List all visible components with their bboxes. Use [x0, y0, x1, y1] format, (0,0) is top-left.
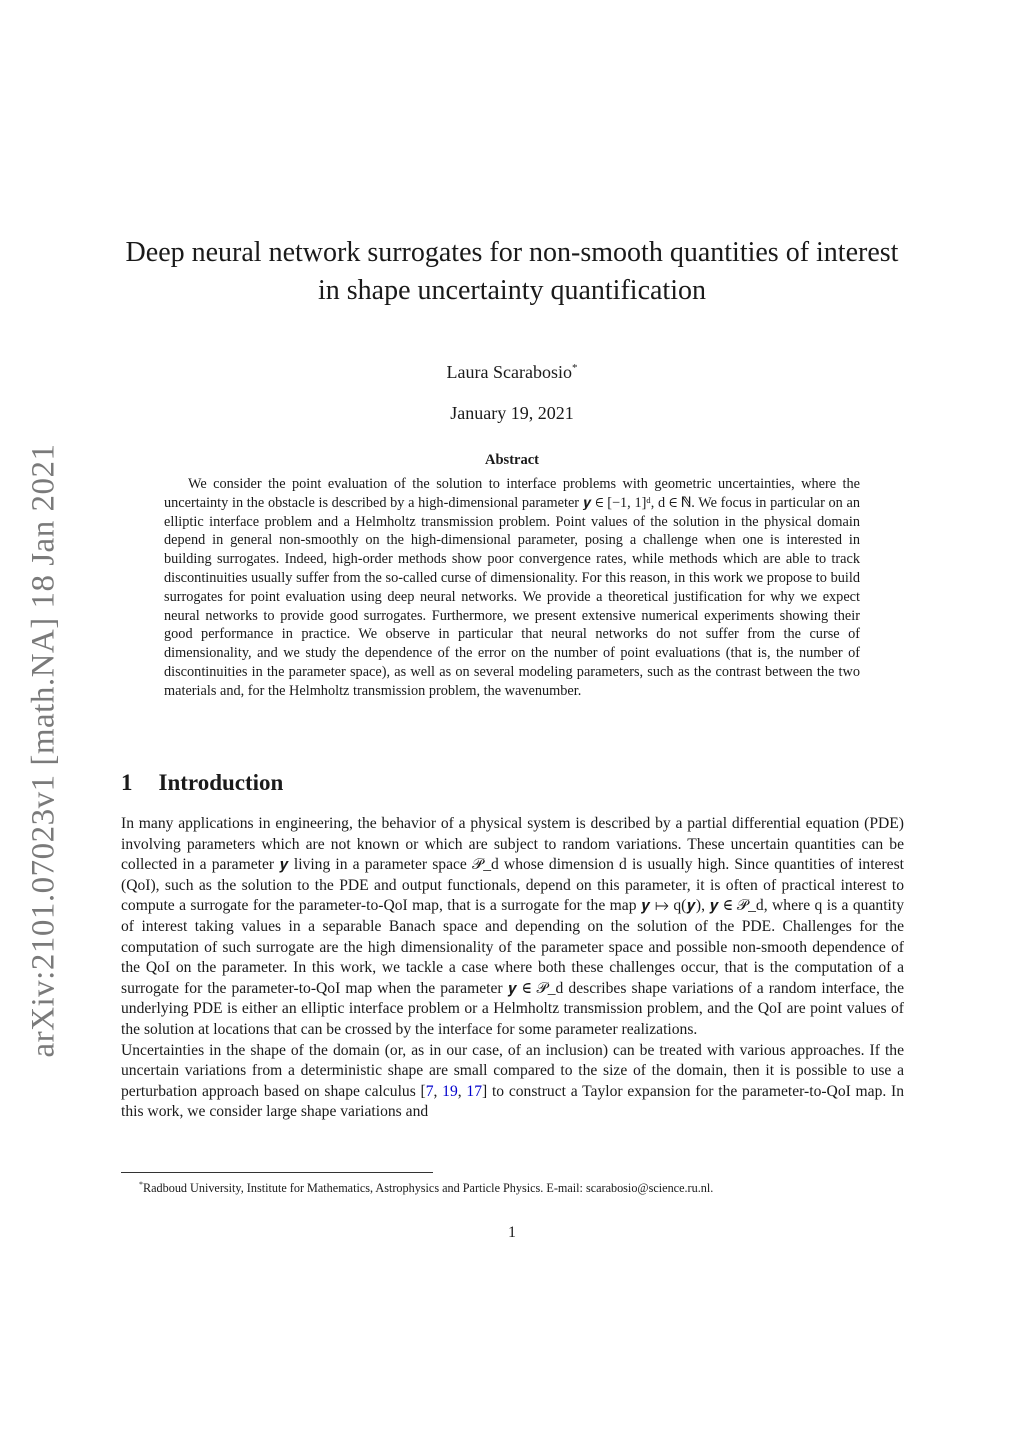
paragraph-2-text-after: ] to construct a Taylor expansion for the parameter-to-QoI map. In this work, we consider large shape variations and	[121, 1082, 905, 1121]
abstract	[164, 452, 860, 701]
citation-separator: ,	[433, 1082, 443, 1100]
arxiv-identifier-text: arXiv:2101.07023v1 [math.NA] 18 Jan 2021	[25, 443, 62, 1057]
paragraph-1: In many applications in engineering, the behavior of a physical system is described by a partial differential equation (PDE) involving parameters which are not known or which are subject to random variations. These uncertain quantities can be collected in a parameter 𝒚 living in a parameter space 𝒫_d whose dimension d is usually high. Since quantities of interest (QoI), such as the solution to the PDE and output functionals, depend on this parameter, it is often of practical interest to compute a surrogate for the parameter-to-QoI map, that is a surrogate for the map 𝒚 ↦ q(𝒚), 𝒚 ∈ 𝒫_d, where q is a quantity of interest taking values in a separable Banach space and depending on the solution of the PDE. Challenges for the computation of such surrogate are the high dimensionality of the parameter space and possible non-smooth dependence of the QoI on the parameter. In this work, we tackle a case where both these challenges occur, that is the computation of a surrogate for the parameter-to-QoI map when the parameter 𝒚 ∈ 𝒫_d describes shape variations of a random interface, the underlying PDE is either an elliptic interface problem or a Helmholtz transmission problem, and the QoI are point values of the solution at locations that can be crossed by the interface for some parameter realizations.	[121, 815, 904, 1038]
section-heading	[121, 770, 283, 796]
paragraph-2-text-before: Uncertainties in the shape of the domain (or, as in our case, of an inclusion) can be treated with various approaches. If the uncertain variations from a deterministic shape are small compared to the size of the domain, then it is possible to use a perturbation approach based on shape calculus [	[121, 1041, 904, 1100]
author-line	[120, 362, 904, 383]
section-number: 1	[121, 770, 133, 795]
title-block	[120, 234, 904, 424]
citation-separator: ,	[457, 1082, 467, 1100]
paper-date: January 19, 2021	[450, 403, 574, 423]
footnote	[121, 1177, 904, 1196]
author-footnote-mark: *	[571, 362, 578, 374]
paragraph-2	[121, 1041, 904, 1123]
abstract-heading: Abstract	[485, 452, 539, 468]
abstract-text: We consider the point evaluation of the solution to interface problems with geometric uncertainties, where the uncertainty in the obstacle is described by a high-dimensional parameter 𝒚 ∈ [−1, 1]ᵈ, d ∈ ℕ. We focus in particular on an elliptic interface problem and a Helmholtz transmission problem. Point values of the solution in the physical domain depend in general non-smoothly on the high-dimensional parameter, posing a challenge when one is interested in building surrogates. Indeed, high-order methods show poor convergence rates, while methods which are able to track discontinuities usually suffer from the so-called curse of dimensionality. For this reason, in this work we propose to build surrogates for point evaluation using deep neural networks. We provide a theoretical justification for why we expect neural networks to provide good surrogates. Furthermore, we present extensive numerical experiments showing their good performance in practice. We observe in particular that neural networks do not suffer from the curse of dimensionality, and we study the dependence of the error on the number of point evaluations (that is, the number of discontinuities in the parameter space), as well as on several modeling parameters, such as the contrast between the two materials and, for the Helmholtz transmission problem, the wavenumber.	[164, 476, 860, 699]
author-name: Laura Scarabosio	[446, 362, 572, 382]
footnote-mark: *	[139, 1180, 143, 1189]
section-title: Introduction	[158, 770, 284, 795]
citation-link[interactable]: 7	[425, 1082, 434, 1100]
footnote-divider	[121, 1172, 433, 1173]
introduction-body	[121, 814, 904, 1123]
citation-link[interactable]: 19	[442, 1082, 458, 1100]
paper-title: Deep neural network surrogates for non-smooth quantities of interest in shape uncertainty quantification	[125, 237, 899, 306]
footnote-text: Radboud University, Institute for Mathematics, Astrophysics and Particle Physics. E-mail: scarabosio@science.ru.nl.	[143, 1181, 714, 1196]
citation-link[interactable]: 17	[466, 1082, 483, 1100]
page-number: 1	[508, 1224, 516, 1241]
arxiv-identifier-stamp	[20, 430, 68, 1070]
